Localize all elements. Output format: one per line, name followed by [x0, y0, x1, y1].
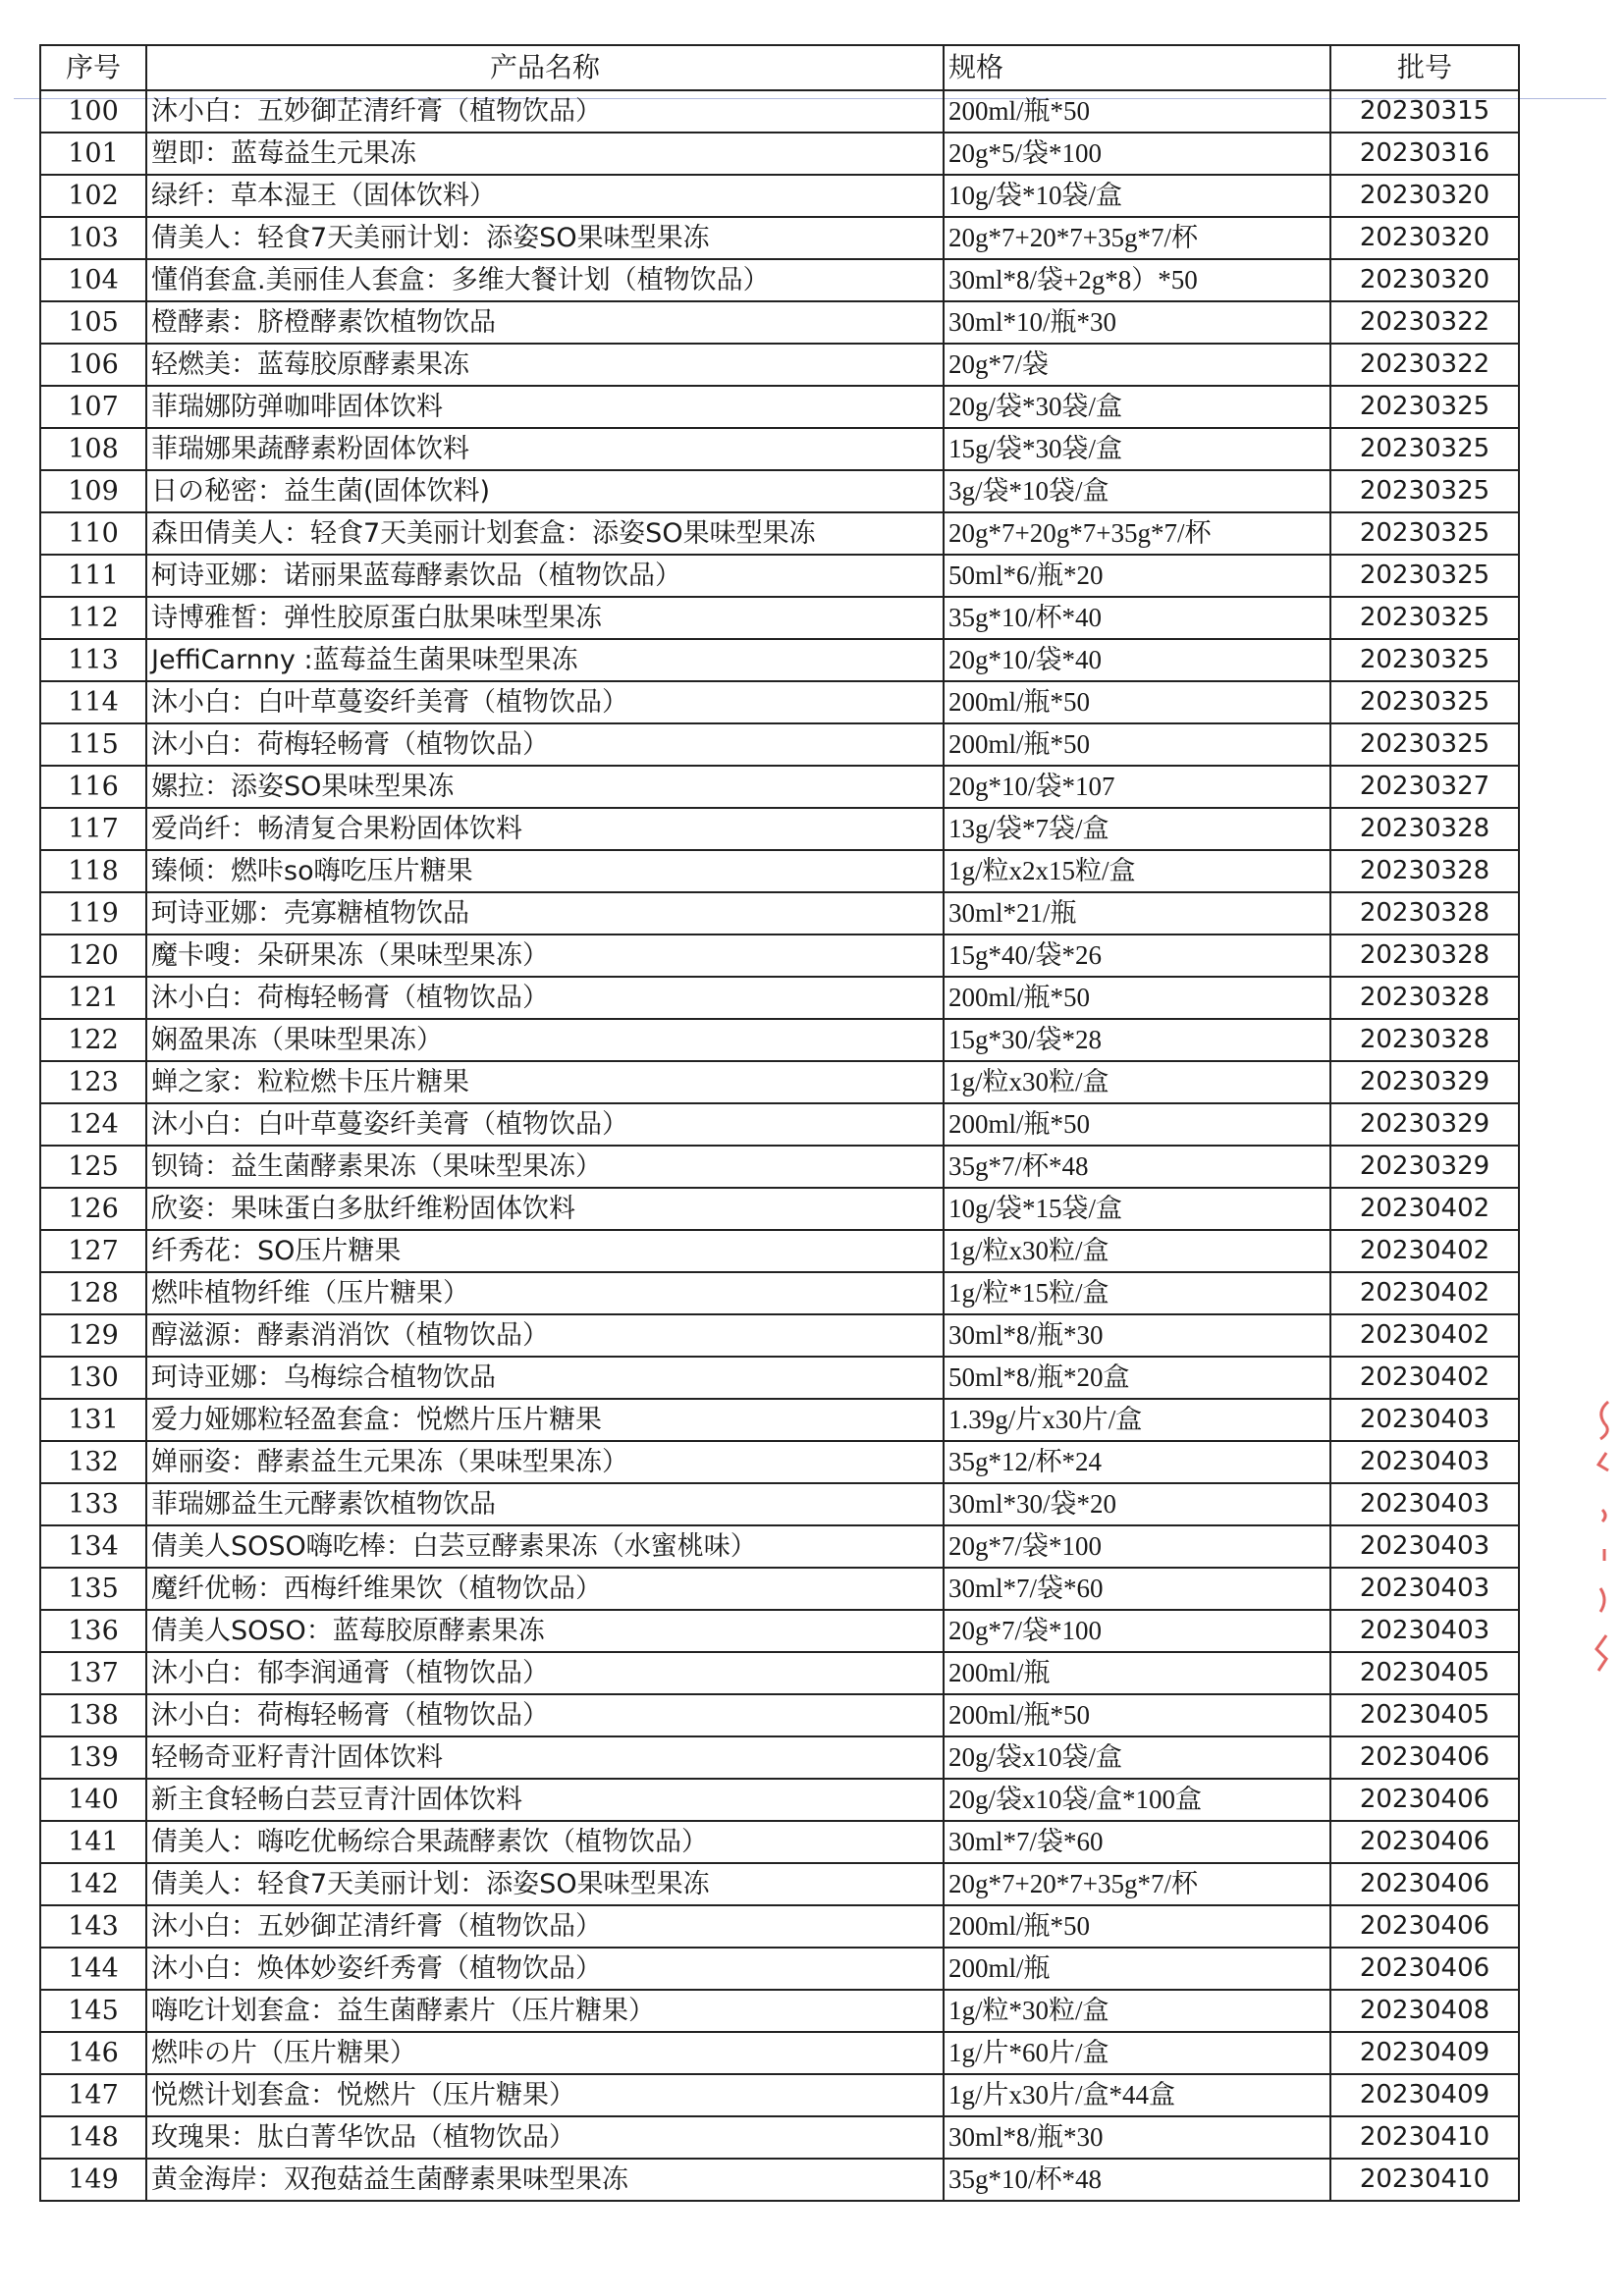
row-product-name: 醇滋源：酵素消消饮（植物饮品） — [146, 1314, 944, 1357]
row-specification: 1g/粒x30粒/盒 — [944, 1230, 1330, 1272]
row-batch-number: 20230406 — [1330, 1863, 1519, 1905]
table-row — [40, 555, 1519, 597]
row-product-name: 沐小白：五妙御芷清纤膏（植物饮品） — [146, 1905, 944, 1948]
row-batch-number: 20230320 — [1330, 259, 1519, 301]
row-batch-number: 20230325 — [1330, 386, 1519, 428]
row-batch-number: 20230325 — [1330, 639, 1519, 681]
row-product-name: 沐小白：荷梅轻畅膏（植物饮品） — [146, 723, 944, 766]
table-row — [40, 850, 1519, 892]
row-batch-number: 20230327 — [1330, 766, 1519, 808]
table-row — [40, 344, 1519, 386]
row-serial-number: 130 — [40, 1357, 146, 1399]
table-row — [40, 386, 1519, 428]
table-row — [40, 2116, 1519, 2159]
table-row — [40, 639, 1519, 681]
row-batch-number: 20230325 — [1330, 723, 1519, 766]
row-specification: 13g/袋*7袋/盒 — [944, 808, 1330, 850]
row-specification: 30ml*30/袋*20 — [944, 1483, 1330, 1525]
row-serial-number: 141 — [40, 1821, 146, 1863]
row-specification: 1g/片x30片/盒*44盒 — [944, 2074, 1330, 2116]
row-batch-number: 20230409 — [1330, 2032, 1519, 2074]
row-specification: 30ml*7/袋*60 — [944, 1821, 1330, 1863]
row-serial-number: 133 — [40, 1483, 146, 1525]
row-serial-number: 126 — [40, 1188, 146, 1230]
table-row — [40, 977, 1519, 1019]
product-table-wrap — [39, 44, 1518, 2202]
row-product-name: 轻畅奇亚籽青汁固体饮料 — [146, 1736, 944, 1779]
header-product-name: 产品名称 — [146, 45, 944, 90]
table-row — [40, 681, 1519, 723]
row-serial-number: 124 — [40, 1103, 146, 1146]
row-batch-number: 20230402 — [1330, 1230, 1519, 1272]
row-serial-number: 100 — [40, 90, 146, 133]
table-row — [40, 1441, 1519, 1483]
row-batch-number: 20230409 — [1330, 2074, 1519, 2116]
row-specification: 200ml/瓶*50 — [944, 1103, 1330, 1146]
row-specification: 200ml/瓶*50 — [944, 681, 1330, 723]
row-specification: 15g/袋*30袋/盒 — [944, 428, 1330, 470]
row-serial-number: 125 — [40, 1146, 146, 1188]
row-batch-number: 20230320 — [1330, 175, 1519, 217]
row-batch-number: 20230325 — [1330, 555, 1519, 597]
table-row — [40, 723, 1519, 766]
table-row — [40, 2074, 1519, 2116]
row-serial-number: 129 — [40, 1314, 146, 1357]
row-specification: 30ml*21/瓶 — [944, 892, 1330, 934]
row-serial-number: 116 — [40, 766, 146, 808]
row-serial-number: 135 — [40, 1568, 146, 1610]
table-row — [40, 1821, 1519, 1863]
row-specification: 200ml/瓶*50 — [944, 1905, 1330, 1948]
row-product-name: 娴盈果冻（果味型果冻） — [146, 1019, 944, 1061]
row-product-name: 沐小白：白叶草蔓姿纤美膏（植物饮品） — [146, 1103, 944, 1146]
row-serial-number: 131 — [40, 1399, 146, 1441]
row-product-name: 悦燃计划套盒：悦燃片（压片糖果） — [146, 2074, 944, 2116]
table-row — [40, 934, 1519, 977]
row-product-name: 沐小白：白叶草蔓姿纤美膏（植物饮品） — [146, 681, 944, 723]
table-row — [40, 1483, 1519, 1525]
row-serial-number: 123 — [40, 1061, 146, 1103]
row-batch-number: 20230405 — [1330, 1694, 1519, 1736]
row-batch-number: 20230325 — [1330, 470, 1519, 512]
table-row — [40, 597, 1519, 639]
row-specification: 20g*7/袋*100 — [944, 1525, 1330, 1568]
row-serial-number: 104 — [40, 259, 146, 301]
row-product-name: 欣姿：果味蛋白多肽纤维粉固体饮料 — [146, 1188, 944, 1230]
row-specification: 200ml/瓶 — [944, 1948, 1330, 1990]
row-serial-number: 122 — [40, 1019, 146, 1061]
row-product-name: 臻倾：燃咔so嗨吃压片糖果 — [146, 850, 944, 892]
row-specification: 1.39g/片x30片/盒 — [944, 1399, 1330, 1441]
row-serial-number: 149 — [40, 2159, 146, 2201]
row-specification: 30ml*7/袋*60 — [944, 1568, 1330, 1610]
table-row — [40, 1061, 1519, 1103]
row-batch-number: 20230406 — [1330, 1736, 1519, 1779]
table-row — [40, 1525, 1519, 1568]
row-product-name: 黄金海岸：双孢菇益生菌酵素果味型果冻 — [146, 2159, 944, 2201]
header-batch-number: 批号 — [1330, 45, 1519, 90]
row-product-name: 菲瑞娜益生元酵素饮植物饮品 — [146, 1483, 944, 1525]
row-serial-number: 118 — [40, 850, 146, 892]
row-product-name: 菲瑞娜果蔬酵素粉固体饮料 — [146, 428, 944, 470]
row-product-name: JeffiCarnny :蓝莓益生菌果味型果冻 — [146, 639, 944, 681]
row-batch-number: 20230402 — [1330, 1188, 1519, 1230]
row-specification: 1g/粒*15粒/盒 — [944, 1272, 1330, 1314]
row-product-name: 倩美人：轻食7天美丽计划：添姿SO果味型果冻 — [146, 1863, 944, 1905]
row-product-name: 懂俏套盒.美丽佳人套盒：多维大餐计划（植物饮品） — [146, 259, 944, 301]
row-specification: 35g*7/杯*48 — [944, 1146, 1330, 1188]
row-serial-number: 139 — [40, 1736, 146, 1779]
row-serial-number: 106 — [40, 344, 146, 386]
row-batch-number: 20230325 — [1330, 512, 1519, 555]
row-batch-number: 20230403 — [1330, 1610, 1519, 1652]
row-product-name: 沐小白：五妙御芷清纤膏（植物饮品） — [146, 90, 944, 133]
row-specification: 200ml/瓶*50 — [944, 90, 1330, 133]
row-serial-number: 120 — [40, 934, 146, 977]
row-product-name: 倩美人SOSO：蓝莓胶原酵素果冻 — [146, 1610, 944, 1652]
row-batch-number: 20230328 — [1330, 850, 1519, 892]
row-product-name: 菲瑞娜防弹咖啡固体饮料 — [146, 386, 944, 428]
row-batch-number: 20230320 — [1330, 217, 1519, 259]
row-product-name: 燃咔の片（压片糖果） — [146, 2032, 944, 2074]
row-product-name: 日の秘密：益生菌(固体饮料) — [146, 470, 944, 512]
table-row — [40, 1863, 1519, 1905]
row-product-name: 钡锜：益生菌酵素果冻（果味型果冻） — [146, 1146, 944, 1188]
row-batch-number: 20230328 — [1330, 977, 1519, 1019]
row-product-name: 燃咔植物纤维（压片糖果） — [146, 1272, 944, 1314]
row-batch-number: 20230325 — [1330, 681, 1519, 723]
table-row — [40, 1694, 1519, 1736]
row-specification: 35g*12/杯*24 — [944, 1441, 1330, 1483]
row-batch-number: 20230403 — [1330, 1568, 1519, 1610]
stamp-mark-5 — [1600, 1588, 1604, 1612]
row-serial-number: 137 — [40, 1652, 146, 1694]
row-serial-number: 107 — [40, 386, 146, 428]
row-serial-number: 144 — [40, 1948, 146, 1990]
row-specification: 15g*30/袋*28 — [944, 1019, 1330, 1061]
row-serial-number: 101 — [40, 133, 146, 175]
table-row — [40, 1652, 1519, 1694]
row-product-name: 诗博雅皙：弹性胶原蛋白肽果味型果冻 — [146, 597, 944, 639]
row-specification: 35g*10/杯*48 — [944, 2159, 1330, 2201]
row-product-name: 爱尚纤：畅清复合果粉固体饮料 — [146, 808, 944, 850]
row-batch-number: 20230402 — [1330, 1357, 1519, 1399]
row-specification: 10g/袋*15袋/盒 — [944, 1188, 1330, 1230]
row-batch-number: 20230402 — [1330, 1314, 1519, 1357]
row-specification: 20g*7+20*7+35g*7/杯 — [944, 1863, 1330, 1905]
row-specification: 20g/袋x10袋/盒 — [944, 1736, 1330, 1779]
row-serial-number: 142 — [40, 1863, 146, 1905]
row-specification: 20g/袋x10袋/盒*100盒 — [944, 1779, 1330, 1821]
row-specification: 1g/片*60片/盒 — [944, 2032, 1330, 2074]
table-row — [40, 301, 1519, 344]
row-product-name: 爱力娅娜粒轻盈套盒：悦燃片压片糖果 — [146, 1399, 944, 1441]
table-row — [40, 1990, 1519, 2032]
row-product-name: 珂诗亚娜：壳寡糖植物饮品 — [146, 892, 944, 934]
row-batch-number: 20230315 — [1330, 90, 1519, 133]
row-product-name: 嫘拉：添姿SO果味型果冻 — [146, 766, 944, 808]
row-specification: 30ml*8/瓶*30 — [944, 2116, 1330, 2159]
table-row — [40, 259, 1519, 301]
row-specification: 1g/粒x30粒/盒 — [944, 1061, 1330, 1103]
row-specification: 30ml*8/瓶*30 — [944, 1314, 1330, 1357]
row-specification: 20g*10/袋*40 — [944, 639, 1330, 681]
row-specification: 10g/袋*10袋/盒 — [944, 175, 1330, 217]
table-row — [40, 1736, 1519, 1779]
table-row — [40, 175, 1519, 217]
table-row — [40, 217, 1519, 259]
table-row — [40, 1357, 1519, 1399]
row-batch-number: 20230325 — [1330, 597, 1519, 639]
row-batch-number: 20230403 — [1330, 1399, 1519, 1441]
table-row — [40, 133, 1519, 175]
row-specification: 20g/袋*30袋/盒 — [944, 386, 1330, 428]
row-serial-number: 148 — [40, 2116, 146, 2159]
table-row — [40, 2032, 1519, 2074]
row-serial-number: 113 — [40, 639, 146, 681]
row-batch-number: 20230322 — [1330, 344, 1519, 386]
row-product-name: 绿纤：草本湿王（固体饮料） — [146, 175, 944, 217]
table-row — [40, 428, 1519, 470]
row-serial-number: 127 — [40, 1230, 146, 1272]
table-row — [40, 470, 1519, 512]
table-row — [40, 1103, 1519, 1146]
row-product-name: 倩美人SOSO嗨吃棒：白芸豆酵素果冻（水蜜桃味） — [146, 1525, 944, 1568]
row-specification: 20g*5/袋*100 — [944, 133, 1330, 175]
row-serial-number: 146 — [40, 2032, 146, 2074]
table-row — [40, 1779, 1519, 1821]
red-seal-stamp-icon — [1579, 1392, 1618, 1677]
stamp-mark-1 — [1600, 1402, 1608, 1439]
row-serial-number: 112 — [40, 597, 146, 639]
stamp-mark-2 — [1598, 1453, 1608, 1470]
table-row — [40, 90, 1519, 133]
table-body — [40, 90, 1519, 2201]
table-row — [40, 1610, 1519, 1652]
row-batch-number: 20230328 — [1330, 1019, 1519, 1061]
row-specification: 200ml/瓶*50 — [944, 1694, 1330, 1736]
row-serial-number: 115 — [40, 723, 146, 766]
row-serial-number: 132 — [40, 1441, 146, 1483]
table-row — [40, 808, 1519, 850]
stamp-mark-6 — [1596, 1635, 1606, 1671]
row-specification: 35g*10/杯*40 — [944, 597, 1330, 639]
row-product-name: 新主食轻畅白芸豆青汁固体饮料 — [146, 1779, 944, 1821]
row-serial-number: 110 — [40, 512, 146, 555]
header-specification: 规格 — [944, 45, 1330, 90]
table-row — [40, 1568, 1519, 1610]
row-batch-number: 20230408 — [1330, 1990, 1519, 2032]
row-product-name: 柯诗亚娜：诺丽果蓝莓酵素饮品（植物饮品） — [146, 555, 944, 597]
row-serial-number: 136 — [40, 1610, 146, 1652]
row-specification: 20g*7+20*7+35g*7/杯 — [944, 217, 1330, 259]
product-batch-table — [39, 44, 1520, 2202]
table-row — [40, 2159, 1519, 2201]
row-batch-number: 20230328 — [1330, 808, 1519, 850]
row-product-name: 纤秀花：SO压片糖果 — [146, 1230, 944, 1272]
row-batch-number: 20230329 — [1330, 1146, 1519, 1188]
row-specification: 30ml*8/袋+2g*8）*50 — [944, 259, 1330, 301]
row-product-name: 橙酵素：脐橙酵素饮植物饮品 — [146, 301, 944, 344]
row-serial-number: 103 — [40, 217, 146, 259]
row-product-name: 魔卡嗖：朵研果冻（果味型果冻） — [146, 934, 944, 977]
row-product-name: 塑即：蓝莓益生元果冻 — [146, 133, 944, 175]
row-product-name: 沐小白：焕体妙姿纤秀膏（植物饮品） — [146, 1948, 944, 1990]
row-product-name: 沐小白：荷梅轻畅膏（植物饮品） — [146, 977, 944, 1019]
row-serial-number: 134 — [40, 1525, 146, 1568]
row-serial-number: 138 — [40, 1694, 146, 1736]
row-product-name: 婵丽姿：酵素益生元果冻（果味型果冻） — [146, 1441, 944, 1483]
table-row — [40, 1272, 1519, 1314]
row-batch-number: 20230325 — [1330, 428, 1519, 470]
row-batch-number: 20230329 — [1330, 1103, 1519, 1146]
row-specification: 20g*7+20g*7+35g*7/杯 — [944, 512, 1330, 555]
table-row — [40, 1230, 1519, 1272]
table-row — [40, 512, 1519, 555]
row-product-name: 倩美人：嗨吃优畅综合果蔬酵素饮（植物饮品） — [146, 1821, 944, 1863]
row-batch-number: 20230322 — [1330, 301, 1519, 344]
table-row — [40, 1019, 1519, 1061]
row-batch-number: 20230410 — [1330, 2116, 1519, 2159]
row-serial-number: 105 — [40, 301, 146, 344]
row-specification: 50ml*8/瓶*20盒 — [944, 1357, 1330, 1399]
row-serial-number: 140 — [40, 1779, 146, 1821]
header-serial-number: 序号 — [40, 45, 146, 90]
row-batch-number: 20230406 — [1330, 1779, 1519, 1821]
row-specification: 30ml*10/瓶*30 — [944, 301, 1330, 344]
row-specification: 200ml/瓶*50 — [944, 723, 1330, 766]
row-batch-number: 20230329 — [1330, 1061, 1519, 1103]
row-batch-number: 20230403 — [1330, 1483, 1519, 1525]
table-row — [40, 1399, 1519, 1441]
row-serial-number: 121 — [40, 977, 146, 1019]
row-batch-number: 20230406 — [1330, 1821, 1519, 1863]
table-row — [40, 1948, 1519, 1990]
row-product-name: 珂诗亚娜：乌梅综合植物饮品 — [146, 1357, 944, 1399]
row-serial-number: 145 — [40, 1990, 146, 2032]
row-specification: 20g*7/袋 — [944, 344, 1330, 386]
table-row — [40, 1188, 1519, 1230]
row-serial-number: 111 — [40, 555, 146, 597]
row-specification: 1g/粒*30粒/盒 — [944, 1990, 1330, 2032]
table-row — [40, 1314, 1519, 1357]
row-product-name: 轻燃美：蓝莓胶原酵素果冻 — [146, 344, 944, 386]
row-serial-number: 128 — [40, 1272, 146, 1314]
row-batch-number: 20230405 — [1330, 1652, 1519, 1694]
row-serial-number: 109 — [40, 470, 146, 512]
row-batch-number: 20230410 — [1330, 2159, 1519, 2201]
row-specification: 1g/粒x2x15粒/盒 — [944, 850, 1330, 892]
row-batch-number: 20230406 — [1330, 1905, 1519, 1948]
header-row — [40, 45, 1519, 90]
row-batch-number: 20230403 — [1330, 1525, 1519, 1568]
row-batch-number: 20230328 — [1330, 934, 1519, 977]
row-serial-number: 117 — [40, 808, 146, 850]
row-serial-number: 119 — [40, 892, 146, 934]
stamp-mark-3 — [1602, 1510, 1605, 1522]
table-header — [40, 45, 1519, 90]
table-row — [40, 892, 1519, 934]
table-row — [40, 1146, 1519, 1188]
row-specification: 50ml*6/瓶*20 — [944, 555, 1330, 597]
row-product-name: 玫瑰果：肽白菁华饮品（植物饮品） — [146, 2116, 944, 2159]
row-serial-number: 108 — [40, 428, 146, 470]
row-serial-number: 147 — [40, 2074, 146, 2116]
row-product-name: 蝉之家：粒粒燃卡压片糖果 — [146, 1061, 944, 1103]
row-specification: 15g*40/袋*26 — [944, 934, 1330, 977]
row-serial-number: 102 — [40, 175, 146, 217]
row-serial-number: 114 — [40, 681, 146, 723]
row-batch-number: 20230328 — [1330, 892, 1519, 934]
row-batch-number: 20230403 — [1330, 1441, 1519, 1483]
row-specification: 20g*7/袋*100 — [944, 1610, 1330, 1652]
row-product-name: 沐小白：荷梅轻畅膏（植物饮品） — [146, 1694, 944, 1736]
row-batch-number: 20230406 — [1330, 1948, 1519, 1990]
table-row — [40, 1905, 1519, 1948]
row-product-name: 森田倩美人：轻食7天美丽计划套盒：添姿SO果味型果冻 — [146, 512, 944, 555]
row-specification: 3g/袋*10袋/盒 — [944, 470, 1330, 512]
table-row — [40, 766, 1519, 808]
row-product-name: 嗨吃计划套盒：益生菌酵素片（压片糖果） — [146, 1990, 944, 2032]
row-batch-number: 20230402 — [1330, 1272, 1519, 1314]
row-specification: 200ml/瓶*50 — [944, 977, 1330, 1019]
row-specification: 200ml/瓶 — [944, 1652, 1330, 1694]
row-serial-number: 143 — [40, 1905, 146, 1948]
row-batch-number: 20230316 — [1330, 133, 1519, 175]
row-product-name: 魔纤优畅：西梅纤维果饮（植物饮品） — [146, 1568, 944, 1610]
row-product-name: 倩美人：轻食7天美丽计划：添姿SO果味型果冻 — [146, 217, 944, 259]
row-specification: 20g*10/袋*107 — [944, 766, 1330, 808]
row-product-name: 沐小白：郁李润通膏（植物饮品） — [146, 1652, 944, 1694]
